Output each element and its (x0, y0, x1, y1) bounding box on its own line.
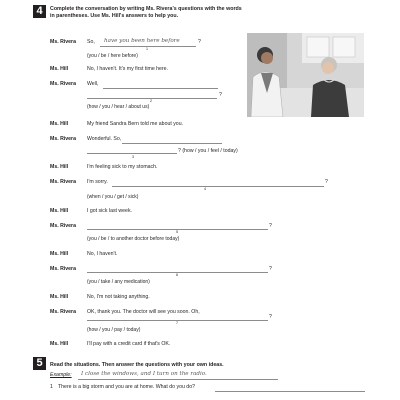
speaker-label: Ms. Hill (50, 294, 69, 300)
speaker-label: Ms. Rivera (50, 266, 76, 272)
dialogue-text: No, I haven't. (87, 251, 118, 257)
word-hint: (how / you / pay / today) (87, 327, 141, 333)
speaker-label: Ms. Rivera (50, 39, 76, 45)
dialogue-text: I'm sorry. (87, 179, 108, 185)
dialogue-text: Well, (87, 81, 99, 87)
exercise-4-instructions (50, 6, 350, 19)
blank-index: 5 (176, 230, 178, 234)
answer-blank-continuation[interactable] (87, 153, 177, 154)
word-hint: (how / you / hear / about us) (87, 104, 150, 110)
word-hint: (you / be / to another doctor before today) (87, 236, 180, 242)
question-mark: ? (269, 314, 272, 320)
item-question: There is a big storm and you are at home. What do you do? (58, 384, 195, 390)
speaker-label: Ms. Rivera (50, 81, 76, 87)
question-mark: ? (198, 39, 201, 45)
doctor-patient-photo (247, 33, 364, 117)
answer-handwritten: have you been here before (104, 38, 180, 44)
dialogue-text: I'll pay with a credit card if that's OK. (87, 341, 171, 347)
dialogue-text: My friend Sandra Bern told me about you. (87, 121, 184, 127)
dialogue-text: OK, thank you. The doctor will see you soon. Oh, (87, 309, 200, 315)
question-mark: ? (325, 179, 328, 185)
speaker-label: Ms. Hill (50, 164, 69, 170)
speaker-label: Ms. Hill (50, 341, 69, 347)
dialogue-text: I got sick last week. (87, 208, 132, 214)
dialogue-text: No, I haven't. It's my first time here. (87, 66, 168, 72)
dialogue-text: So, (87, 39, 95, 45)
blank-index: 1 (146, 47, 148, 51)
instruction-line-1: Complete the conversation by writing Ms. Rivera's questions with the words (50, 6, 242, 12)
item-answer-blank[interactable] (215, 391, 365, 392)
question-mark: ? (219, 92, 222, 98)
example-answer-handwritten: I close the windows, and I turn on the radio. (81, 371, 207, 377)
exercise-4-number: 4 (33, 5, 46, 18)
item-number: 1 (50, 384, 53, 390)
answer-blank[interactable] (122, 143, 222, 144)
answer-blank[interactable] (103, 88, 218, 89)
word-hint: (when / you / get / sick) (87, 194, 139, 200)
photo-illustration-icon (247, 33, 364, 117)
dialogue-text: No, I'm not taking anything. (87, 294, 150, 300)
blank-index: 3 (132, 155, 134, 159)
blank-index: 6 (176, 273, 178, 277)
blank-index: 4 (204, 187, 206, 191)
speaker-label: Ms. Rivera (50, 309, 76, 315)
speaker-label: Ms. Hill (50, 251, 69, 257)
question-mark: ? (269, 223, 272, 229)
blank-index: 7 (176, 321, 178, 325)
word-hint: (you / take / any medication) (87, 279, 150, 285)
speaker-label: Ms. Rivera (50, 223, 76, 229)
speaker-label: Ms. Rivera (50, 136, 76, 142)
dialogue-text: I'm feeling sick to my stomach. (87, 164, 158, 170)
dialogue-text: Wonderful. So, (87, 136, 122, 142)
example-answer-line (78, 379, 278, 380)
exercise-5-number: 5 (33, 357, 46, 370)
word-hint: (you / be / here before) (87, 53, 138, 59)
blank-index: 2 (150, 99, 152, 103)
instruction-line-2: in parentheses. Use Ms. Hill's answers to help you. (50, 12, 179, 19)
dialogue-continuation: ? (how / you / feel / today) (178, 148, 238, 154)
example-label: Example: (50, 372, 72, 378)
question-mark: ? (269, 266, 272, 272)
speaker-label: Ms. Hill (50, 66, 69, 72)
answer-blank[interactable] (112, 186, 324, 187)
exercise-5-instructions: Read the situations. Then answer the questions with your own ideas. (50, 362, 224, 368)
speaker-label: Ms. Rivera (50, 179, 76, 185)
speaker-label: Ms. Hill (50, 208, 69, 214)
speaker-label: Ms. Hill (50, 121, 69, 127)
